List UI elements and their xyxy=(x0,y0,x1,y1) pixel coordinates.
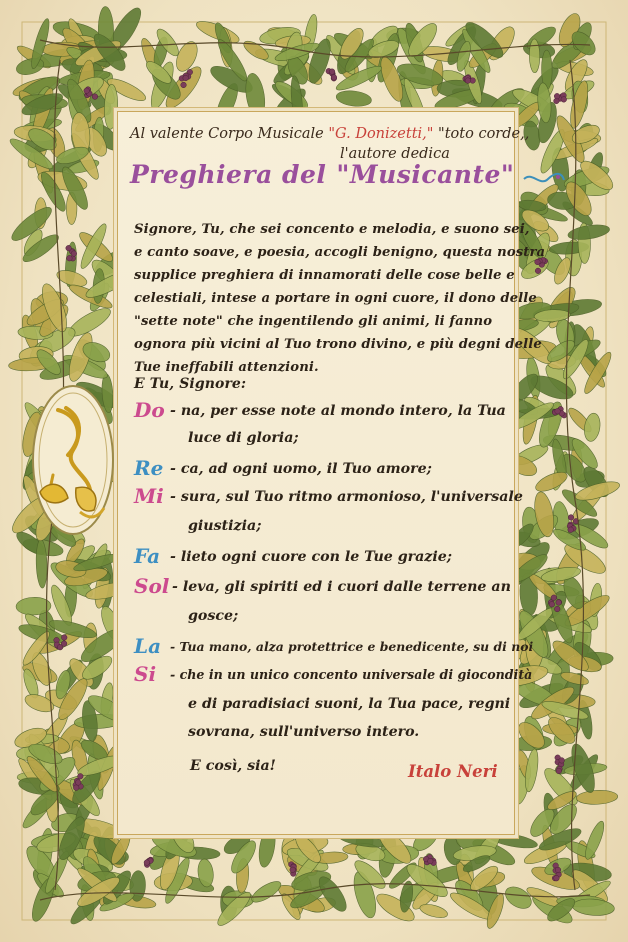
note-si: Si xyxy=(134,662,157,686)
intro-line: supplice preghiera di innamorati delle cose belle e xyxy=(134,268,515,283)
grape-icon xyxy=(144,860,150,866)
flourish-icon xyxy=(522,170,566,188)
grape-icon xyxy=(61,635,67,641)
grape-icon xyxy=(75,780,81,786)
verse-line: gosce; xyxy=(188,608,239,624)
leaf-icon xyxy=(249,878,284,906)
grape-icon xyxy=(549,601,555,607)
title-part-1: Preghiera del xyxy=(130,160,327,189)
grape-icon xyxy=(555,867,561,873)
note-sol: Sol xyxy=(134,574,170,598)
leaf-icon xyxy=(502,883,536,913)
intro-line: Signore, Tu, che sei concento e melodia, e suono sei, xyxy=(134,222,530,237)
intro-line: e canto soave, e poesia, accogli benigno, questa nostra xyxy=(134,245,546,260)
grape-icon xyxy=(465,78,471,84)
grape-icon xyxy=(61,641,67,647)
invocation: E Tu, Signore: xyxy=(134,376,247,392)
grape-icon xyxy=(556,600,562,606)
dedication-name: "G. Donizetti," xyxy=(328,126,434,142)
grape-icon xyxy=(555,408,561,414)
leaf-icon xyxy=(529,39,540,73)
grape-icon xyxy=(561,97,567,103)
grape-icon xyxy=(73,785,79,791)
grape-icon xyxy=(78,773,84,779)
verse-line: - che in un unico concento universale di giocondità xyxy=(170,667,533,682)
grape-icon xyxy=(535,268,541,274)
verse-line: - ca, ad ogni uomo, il Tuo amore; xyxy=(170,461,432,477)
verse-line: - leva, gli spiriti ed i cuori dalle terrene an xyxy=(172,579,511,595)
grape-icon xyxy=(559,758,565,764)
grape-icon xyxy=(568,515,574,521)
note-mi: Mi xyxy=(134,484,164,508)
grape-icon xyxy=(67,255,73,261)
grape-icon xyxy=(568,527,574,533)
grape-icon xyxy=(554,606,560,612)
dedication-line-1 xyxy=(130,126,529,142)
grape-icon xyxy=(181,82,187,88)
grape-icon xyxy=(290,867,296,873)
grape-icon xyxy=(556,768,562,774)
leaf-icon xyxy=(335,89,372,108)
intro-line: ognora più vicini al Tuo trono divino, e più degni delle xyxy=(134,337,542,352)
verse-line: - sura, sul Tuo ritmo armonioso, l'universale xyxy=(170,489,523,505)
dedication-prefix: Al valente Corpo Musicale xyxy=(130,126,329,142)
verse-line: - lieto ogni cuore con le Tue grazie; xyxy=(170,549,453,565)
leaf-icon xyxy=(576,789,618,805)
dedication-suffix: "toto corde,, xyxy=(433,126,530,142)
note-do: Do xyxy=(134,398,165,422)
intro-line: celestiali, intese a portare in ogni cuore, il dono delle xyxy=(134,291,537,306)
page-title xyxy=(130,160,566,200)
leaf-icon xyxy=(582,412,601,442)
signature: Italo Neri xyxy=(408,762,498,781)
grape-icon xyxy=(84,88,90,94)
note-fa: Fa xyxy=(134,544,161,568)
intro-line: "sette note" che ingentilendo gli animi, li fanno xyxy=(134,314,493,329)
grape-icon xyxy=(554,875,560,881)
leaf-icon xyxy=(572,898,615,917)
intro-line: Tue ineffabili attenzioni. xyxy=(134,360,319,375)
horn-medallion xyxy=(28,380,118,540)
grape-icon xyxy=(71,251,77,257)
grape-icon xyxy=(331,75,337,81)
verse-line: - Tua mano, alza protettrice e benedicente, su di noi xyxy=(170,639,534,654)
title-part-2: "Musicante" xyxy=(336,160,515,189)
grape-icon xyxy=(554,93,560,99)
dedication-line-2: l'autore dedica xyxy=(340,146,450,162)
grape-icon xyxy=(92,94,98,100)
note-re: Re xyxy=(134,456,164,480)
grape-icon xyxy=(427,858,433,864)
grape-icon xyxy=(329,69,335,75)
verse-line: sovrana, sull'universo intero. xyxy=(188,724,420,740)
verse-line: giustizia; xyxy=(188,518,262,534)
grape-icon xyxy=(551,595,557,601)
grape-icon xyxy=(183,75,189,81)
grape-icon xyxy=(66,245,72,251)
verse-line: e di paradisiaci suoni, la Tua pace, regni xyxy=(188,696,511,712)
verse-line: - na, per esse note al mondo intero, la Tua xyxy=(170,403,506,419)
leaf-icon xyxy=(418,902,449,920)
note-la: La xyxy=(134,634,162,658)
verse-line: luce di gloria; xyxy=(188,430,299,446)
closing: E così, sia! xyxy=(190,758,276,774)
